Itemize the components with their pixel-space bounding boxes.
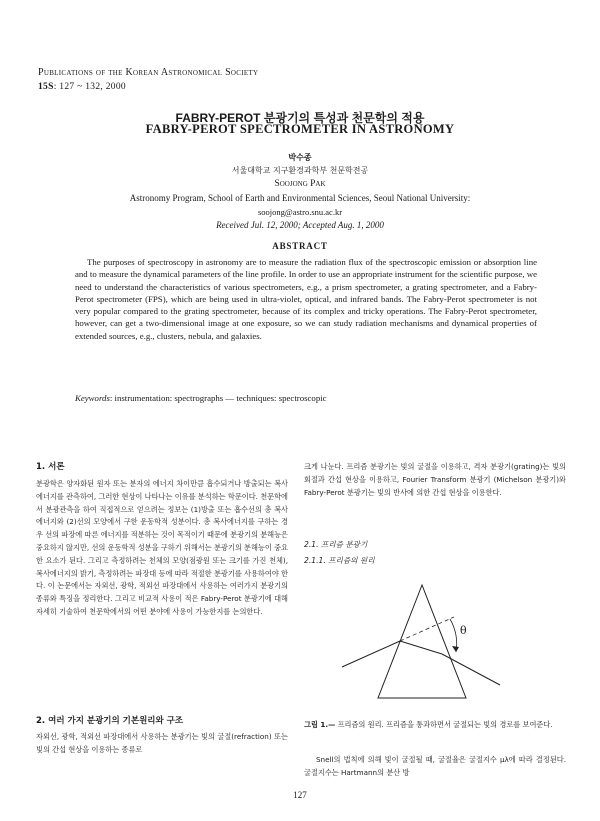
- keywords-text: : instrumentation: spectrographs — techniques: spectroscopic: [109, 393, 327, 403]
- emergent-ray: [442, 654, 500, 685]
- title-english: FABRY-PEROT SPECTROMETER IN ASTRONOMY: [145, 122, 455, 136]
- arc-arrowhead: [452, 646, 459, 652]
- author-affiliation-korean: 서울대학교 지구환경과학부 천문학전공: [231, 166, 369, 175]
- received-dates: Received Jul. 12, 2000; Accepted Aug. 1, 2000: [216, 220, 384, 230]
- prism-figure: [304, 570, 566, 710]
- section-2-heading: 2. 여러 가지 분광기의 기본원리와 구조: [36, 716, 184, 726]
- journal-header: [38, 66, 258, 94]
- author-name-english: Soojong Pak: [274, 179, 326, 189]
- right-column-body: 크게 나눈다. 프리즘 분광기는 빛의 굴절을 이용하고, 격자 분광기(grating)는 빛의 회절과 간섭 현상을 이용하고, Fourier Transform 분광기 (Michelson 분광기)와 Fabry-Perot 분광기는 빛의 반사에 의한 간섭 현상을 이용한다.: [304, 462, 566, 497]
- section-2-body: 자외선, 광학, 적외선 파장대에서 사용하는 분광기는 빛의 굴절(refraction) 또는 빛의 간섭 현상을 이용하는 종류로: [36, 732, 288, 754]
- subsection-2-1-1-heading: 2.1.1. 프리즘의 원리: [304, 556, 375, 565]
- figure-1-label: 그림 1.—: [304, 720, 336, 729]
- keywords: [75, 393, 537, 403]
- keywords-label: Keywords: [75, 393, 110, 403]
- abstract-heading: ABSTRACT: [272, 241, 328, 251]
- author-affiliation-english: Astronomy Program, School of Earth and Environmental Sciences, Seoul National University:: [129, 193, 471, 203]
- journal-volume: 15S: [38, 82, 54, 92]
- prism-triangle: [378, 585, 466, 698]
- journal-pages: : 127 ~ 132, 2000: [53, 82, 126, 92]
- figure-1-caption-text: 프리즘의 원리. 프리즘을 통과하면서 굴절되는 빛의 경로를 보여준다.: [335, 720, 553, 729]
- refracted-ray: [400, 641, 442, 654]
- page-number: 127: [293, 790, 307, 800]
- journal-volume-line: [38, 80, 258, 94]
- snell-paragraph: Snell의 법칙에 의해 빛이 굴절될 때, 굴절율은 굴절지수 μλ에 따라 결정된다. 굴절지수는 Hartmann의 분산 방: [304, 755, 566, 777]
- abstract-text: The purposes of spectroscopy in astronomy are to measure the radiation flux of the spectroscopic emission or absorption line and to measure the dynamical parameters of the line profile. In order to use an appropriate instrument for the scientific purpose, we need to understand the characteristics of various spectrometers, e.g., a prism spectrometer, a grating spectrometer, and a Fabry-Perot spectrometer (FPS), which are being used in ultra-violet, optical, and infrared bands. The Fabry-Perot spectrometer is not very popular compared to the grating spectrometer, because of its complex and tricky operations. The Fabry-Perot spectrometer, however, can get a two-dimensional image at one exposure, so we can study radiation mechanisms and dynamical properties of extended sources, e.g., clusters, nebula, and galaxies.: [75, 257, 537, 341]
- section-1-body: 분광학은 양자화된 원자 또는 분자의 에너지 차이만큼 흡수되거나 방출되는 복사에너지를 관측하여, 그러한 현상이 나타나는 이유를 분석하는 학문이다. 천문학에서 분광관측을 하여 직접적으로 얻으려는 정보는 (1)방출 또는 흡수선의 총 복사에너지와 (2)선의 모양에서 구한 운동학적 성분이다. 총 복사에너지를 구하는 경우 선의 파장에 따른 에너지를 적분하는 것이 목적이기 때문에 분광기의 분해능은 중요하지 않지만, 선의 운동학적 성분을 구하기 위해서는 분광기의 분해능이 중요한 요소가 된다. 그리고 측정하려는 천체의 모양(점광원 또는 크기를 가진 천체), 복사에너지의 밝기, 측정하려는 파장대 등에 따라 적절한 분광기를 사용하여야 한다. 이 논문에서는 자외선, 광학, 적외선 파장대에서 사용하는 여러가지 분광기의 종류와 특징을 정리한다. 그리고 비교적 사용이 적은 Fabry-Perot 분광기에 대해 자세히 기술하여 천문학에서의 어떤 분야에 사용이 가능한지를 논의한다.: [36, 479, 288, 616]
- subsection-2-1-heading: 2.1. 프리즘 분광기: [304, 540, 368, 549]
- journal-name: Publications of the Korean Astronomical Society: [38, 67, 259, 78]
- author-email: soojong@astro.snu.ac.kr: [257, 207, 343, 217]
- author-name-korean: 박수종: [288, 153, 312, 162]
- title-korean: FABRY-PEROT 분광기의 특성과 천문학의 적용: [175, 111, 425, 125]
- section-1-heading: 1. 서론: [36, 462, 65, 472]
- theta-label: θ: [460, 624, 467, 637]
- figure-1-caption: [304, 718, 566, 731]
